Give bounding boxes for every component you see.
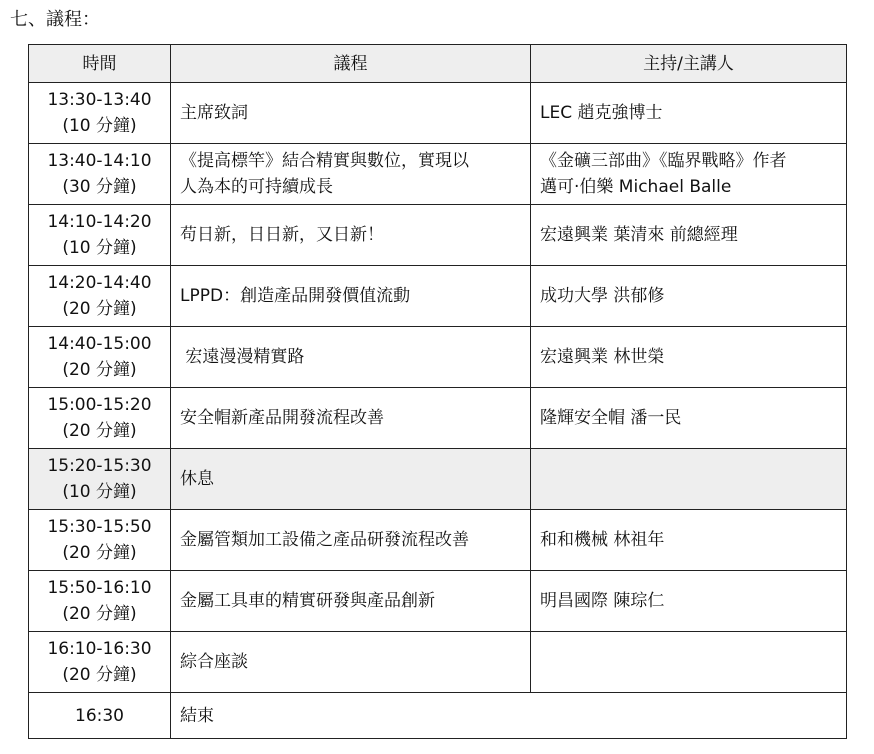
speaker-cell <box>531 571 847 632</box>
topic-text: 結束 <box>180 705 214 726</box>
duration: (10 分鐘) <box>62 238 137 258</box>
speaker-cell <box>531 266 847 327</box>
topic-text: 人為本的可持續成長 <box>180 177 333 197</box>
time-range: 13:30-13:40 <box>47 90 152 110</box>
table-row-closing <box>29 693 847 739</box>
duration: (20 分鐘) <box>62 360 137 380</box>
duration: (20 分鐘) <box>62 604 137 624</box>
time-range: 16:10-16:30 <box>47 639 152 659</box>
header-time: 時間 <box>29 45 171 83</box>
speaker-cell <box>531 205 847 266</box>
table-row <box>29 571 847 632</box>
duration: (10 分鐘) <box>62 482 137 502</box>
time-cell <box>29 449 171 510</box>
duration: (20 分鐘) <box>62 299 137 319</box>
speaker-text: 《金礦三部曲》《臨界戰略》作者 <box>540 151 787 171</box>
topic-cell <box>171 449 531 510</box>
time-cell <box>29 205 171 266</box>
time-cell <box>29 266 171 327</box>
topic-cell <box>171 144 531 205</box>
time-cell <box>29 144 171 205</box>
time-cell <box>29 388 171 449</box>
duration: (20 分鐘) <box>62 421 137 441</box>
speaker-cell <box>531 388 847 449</box>
time-cell <box>29 327 171 388</box>
topic-cell <box>171 205 531 266</box>
topic-cell <box>171 693 847 739</box>
table-row <box>29 83 847 144</box>
topic-text: 綜合座談 <box>180 652 248 672</box>
topic-cell <box>171 266 531 327</box>
topic-text: LPPD：創造產品開發價值流動 <box>180 286 411 306</box>
table-row-break <box>29 449 847 510</box>
topic-text: 《提高標竿》結合精實與數位，實現以 <box>180 151 469 171</box>
section-heading: 七、議程： <box>10 9 100 30</box>
topic-cell <box>171 327 531 388</box>
topic-text: 安全帽新產品開發流程改善 <box>180 408 384 428</box>
time-range: 14:20-14:40 <box>47 273 152 293</box>
topic-text: 金屬工具車的精實研發與產品創新 <box>180 591 435 611</box>
duration: (20 分鐘) <box>62 543 137 563</box>
topic-cell <box>171 388 531 449</box>
table-row <box>29 144 847 205</box>
table-row <box>29 632 847 693</box>
speaker-text: 宏遠興業 葉清來 前總經理 <box>540 225 738 245</box>
time-range: 16:30 <box>75 705 124 726</box>
speaker-text: 隆輝安全帽 潘一民 <box>540 408 682 428</box>
time-range: 15:30-15:50 <box>47 517 152 537</box>
speaker-text: 和和機械 林祖年 <box>540 530 665 550</box>
topic-text: 主席致詞 <box>180 103 248 123</box>
speaker-cell <box>531 83 847 144</box>
topic-cell <box>171 571 531 632</box>
table-row <box>29 205 847 266</box>
duration: (30 分鐘) <box>62 177 137 197</box>
table-row <box>29 327 847 388</box>
speaker-text: 明昌國際 陳琮仁 <box>540 591 665 611</box>
table-header-row <box>29 45 847 83</box>
topic-cell <box>171 83 531 144</box>
table-row <box>29 510 847 571</box>
time-range: 13:40-14:10 <box>47 151 152 171</box>
time-range: 14:40-15:00 <box>47 334 152 354</box>
speaker-text: 宏遠興業 林世榮 <box>540 347 665 367</box>
speaker-cell <box>531 327 847 388</box>
topic-cell <box>171 510 531 571</box>
speaker-cell <box>531 510 847 571</box>
header-host: 主持/主講人 <box>531 45 847 83</box>
topic-text: 宏遠漫漫精實路 <box>180 347 305 367</box>
time-cell <box>29 510 171 571</box>
table-row <box>29 266 847 327</box>
duration: (20 分鐘) <box>62 665 137 685</box>
topic-cell <box>171 632 531 693</box>
time-cell <box>29 632 171 693</box>
topic-text: 金屬管類加工設備之產品研發流程改善 <box>180 530 469 550</box>
topic-text: 休息 <box>180 469 214 489</box>
agenda-table <box>28 44 847 739</box>
speaker-cell <box>531 144 847 205</box>
speaker-cell <box>531 449 847 510</box>
time-range: 15:20-15:30 <box>47 456 152 476</box>
time-range: 14:10-14:20 <box>47 212 152 232</box>
topic-text: 苟日新，日日新，又日新！ <box>180 225 384 245</box>
duration: (10 分鐘) <box>62 116 137 136</box>
speaker-text: 邁可·伯樂 Michael Balle <box>540 177 732 197</box>
table-row <box>29 388 847 449</box>
time-cell <box>29 83 171 144</box>
speaker-cell <box>531 632 847 693</box>
time-range: 15:00-15:20 <box>47 395 152 415</box>
speaker-text: LEC 趙克強博士 <box>540 103 663 123</box>
speaker-text: 成功大學 洪郁修 <box>540 286 665 306</box>
time-cell <box>29 693 171 739</box>
time-cell <box>29 571 171 632</box>
time-range: 15:50-16:10 <box>47 578 152 598</box>
header-agenda: 議程 <box>171 45 531 83</box>
